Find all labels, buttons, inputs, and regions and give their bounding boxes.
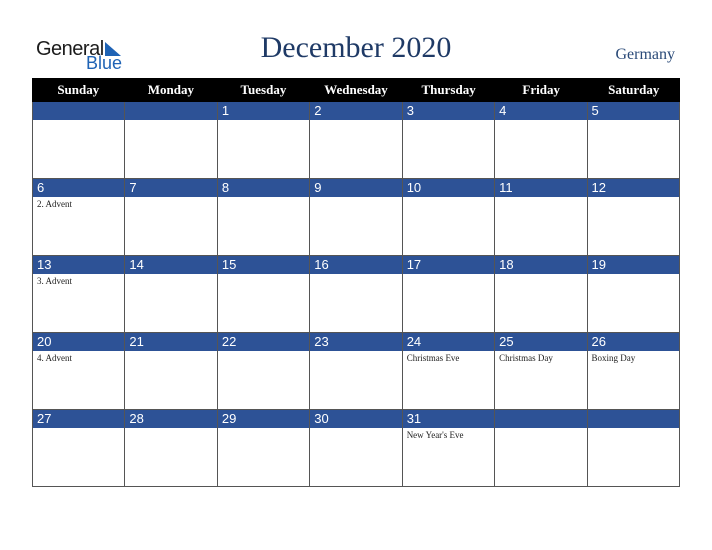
day-number: 26 [588, 333, 679, 351]
calendar-day-cell [32, 102, 124, 179]
calendar-day-cell [32, 333, 124, 410]
calendar-day-cell [402, 410, 494, 487]
calendar-day-cell [587, 179, 680, 256]
calendar-week-row [32, 102, 680, 179]
holiday-label: 2. Advent [37, 199, 72, 209]
calendar-day-cell [32, 410, 124, 487]
day-number: 20 [33, 333, 124, 351]
weekday-thursday: Thursday [421, 82, 476, 97]
calendar-day-cell [32, 179, 124, 256]
calendar-day-cell [217, 179, 309, 256]
calendar-day-cell [32, 256, 124, 333]
day-number: 31 [403, 410, 494, 428]
day-number: 16 [310, 256, 401, 274]
calendar-day-cell [217, 256, 309, 333]
day-number [495, 410, 586, 428]
day-number: 8 [218, 179, 309, 197]
weekday-header [32, 78, 680, 102]
holiday-label: New Year's Eve [406, 430, 464, 440]
weekday-sunday: Sunday [57, 82, 100, 97]
weekday-tuesday: Tuesday [240, 82, 287, 97]
calendar-day-cell [309, 179, 401, 256]
holiday-label: 3. Advent [37, 276, 72, 286]
day-number: 13 [33, 256, 124, 274]
day-number: 14 [125, 256, 216, 274]
calendar-day-cell [402, 179, 494, 256]
calendar-day-cell [494, 410, 586, 487]
calendar-day-cell [124, 410, 216, 487]
day-number: 27 [33, 410, 124, 428]
calendar-week-row [32, 179, 680, 256]
calendar-day-cell [124, 256, 216, 333]
calendar-day-cell [124, 333, 216, 410]
day-number: 21 [125, 333, 216, 351]
day-number [33, 102, 124, 120]
day-number: 24 [403, 333, 494, 351]
day-number: 25 [495, 333, 586, 351]
calendar-day-cell [402, 333, 494, 410]
calendar-day-cell [494, 179, 586, 256]
day-number: 12 [588, 179, 679, 197]
weekday-wednesday: Wednesday [324, 82, 388, 97]
calendar-day-cell [494, 256, 586, 333]
holiday-label: Christmas Eve [406, 353, 460, 363]
day-number: 11 [495, 179, 586, 197]
holiday-label: Christmas Day [499, 353, 553, 363]
calendar-day-cell [124, 102, 216, 179]
day-number: 28 [125, 410, 216, 428]
day-number: 30 [310, 410, 401, 428]
calendar-day-cell [217, 410, 309, 487]
calendar-day-cell [402, 256, 494, 333]
calendar-day-cell [309, 102, 401, 179]
country-label: Germany [615, 46, 675, 63]
calendar-day-cell [217, 102, 309, 179]
calendar-day-cell [587, 410, 680, 487]
day-number [125, 102, 216, 120]
calendar-day-cell [587, 102, 680, 179]
day-number: 1 [218, 102, 309, 120]
calendar-day-cell [309, 256, 401, 333]
day-number: 5 [588, 102, 679, 120]
page-title: December 2020 [260, 31, 452, 64]
calendar-day-cell [309, 410, 401, 487]
calendar-day-cell [494, 333, 586, 410]
calendar-week-row [32, 410, 680, 487]
calendar-week-row [32, 256, 680, 333]
weekday-saturday: Saturday [608, 82, 660, 97]
weekday-monday: Monday [147, 82, 194, 97]
day-number: 2 [310, 102, 401, 120]
calendar-day-cell [494, 102, 586, 179]
weekday-friday: Friday [522, 82, 560, 97]
holiday-label: 4. Advent [37, 353, 72, 363]
holiday-label: Boxing Day [591, 353, 636, 363]
calendar-week-row [32, 333, 680, 410]
day-number: 9 [310, 179, 401, 197]
calendar-day-cell [402, 102, 494, 179]
day-number: 18 [495, 256, 586, 274]
calendar-day-cell [217, 333, 309, 410]
day-number: 6 [33, 179, 124, 197]
day-number: 29 [218, 410, 309, 428]
day-number: 23 [310, 333, 401, 351]
day-number: 3 [403, 102, 494, 120]
calendar-day-cell [309, 333, 401, 410]
day-number: 15 [218, 256, 309, 274]
day-number: 22 [218, 333, 309, 351]
calendar-day-cell [587, 256, 680, 333]
day-number: 10 [403, 179, 494, 197]
day-number: 4 [495, 102, 586, 120]
day-number: 19 [588, 256, 679, 274]
day-number: 17 [403, 256, 494, 274]
day-number [588, 410, 679, 428]
calendar-day-cell [587, 333, 680, 410]
day-number: 7 [125, 179, 216, 197]
logo-general-text: General [36, 38, 104, 60]
calendar-day-cell [124, 179, 216, 256]
logo-blue-text: Blue [86, 53, 123, 73]
